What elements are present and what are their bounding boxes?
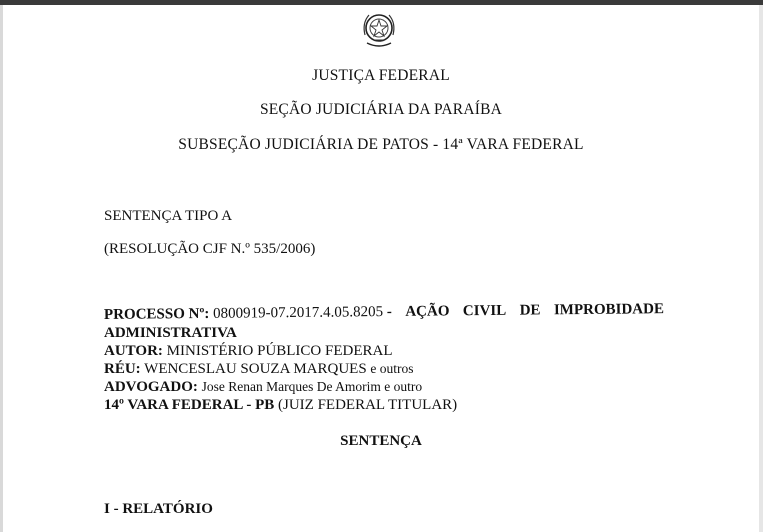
action-type-line2	[104, 325, 237, 342]
defendant-label: RÉU:	[104, 361, 141, 377]
process-line	[104, 301, 664, 324]
process-info	[104, 304, 392, 324]
action-word-2: CIVIL	[462, 302, 507, 320]
court-line	[104, 397, 457, 414]
action-type-continuation: ADMINISTRATIVA	[104, 325, 237, 341]
action-word-3: DE	[519, 302, 541, 319]
defendant-line	[104, 361, 414, 378]
action-word-4: IMPROBIDADE	[553, 301, 665, 319]
sentence-type: SENTENÇA TIPO A	[104, 208, 233, 224]
lawyer-value: Jose Renan Marques De Amorim e outro	[201, 379, 423, 394]
lawyer-label: ADVOGADO:	[104, 379, 198, 395]
scrollbar-track[interactable]	[759, 5, 763, 532]
defendant-value: WENCESLAU SOUZA MARQUES	[144, 361, 367, 377]
author-value: MINISTÉRIO PÚBLICO FEDERAL	[166, 343, 393, 359]
sentence-heading: SENTENÇA	[340, 433, 422, 449]
resolution-reference: (RESOLUÇÃO CJF N.º 535/2006)	[104, 241, 316, 257]
header-subsecao: SUBSEÇÃO JUDICIÁRIA DE PATOS - 14ª VARA FEDERAL	[178, 136, 584, 153]
process-number: 0800919-07.2017.4.05.8205	[213, 304, 384, 322]
author-label: AUTOR:	[104, 343, 163, 359]
coat-of-arms-icon	[359, 9, 399, 51]
document-page	[3, 5, 759, 532]
defendant-suffix: e outros	[370, 361, 414, 376]
header-justica-federal: JUSTIÇA FEDERAL	[312, 67, 450, 84]
lawyer-line	[104, 379, 422, 396]
court-value: (JUIZ FEDERAL TITULAR)	[278, 397, 458, 413]
header-secao-judiciaria: SEÇÃO JUDICIÁRIA DA PARAÍBA	[259, 101, 503, 118]
process-label: PROCESSO Nº:	[103, 305, 210, 323]
court-label: 14º VARA FEDERAL - PB	[104, 397, 275, 413]
action-word-1: AÇÃO	[405, 303, 450, 320]
section-title-relatorio: I - RELATÓRIO	[104, 501, 213, 517]
process-dash: -	[386, 303, 392, 321]
author-line	[104, 343, 393, 360]
